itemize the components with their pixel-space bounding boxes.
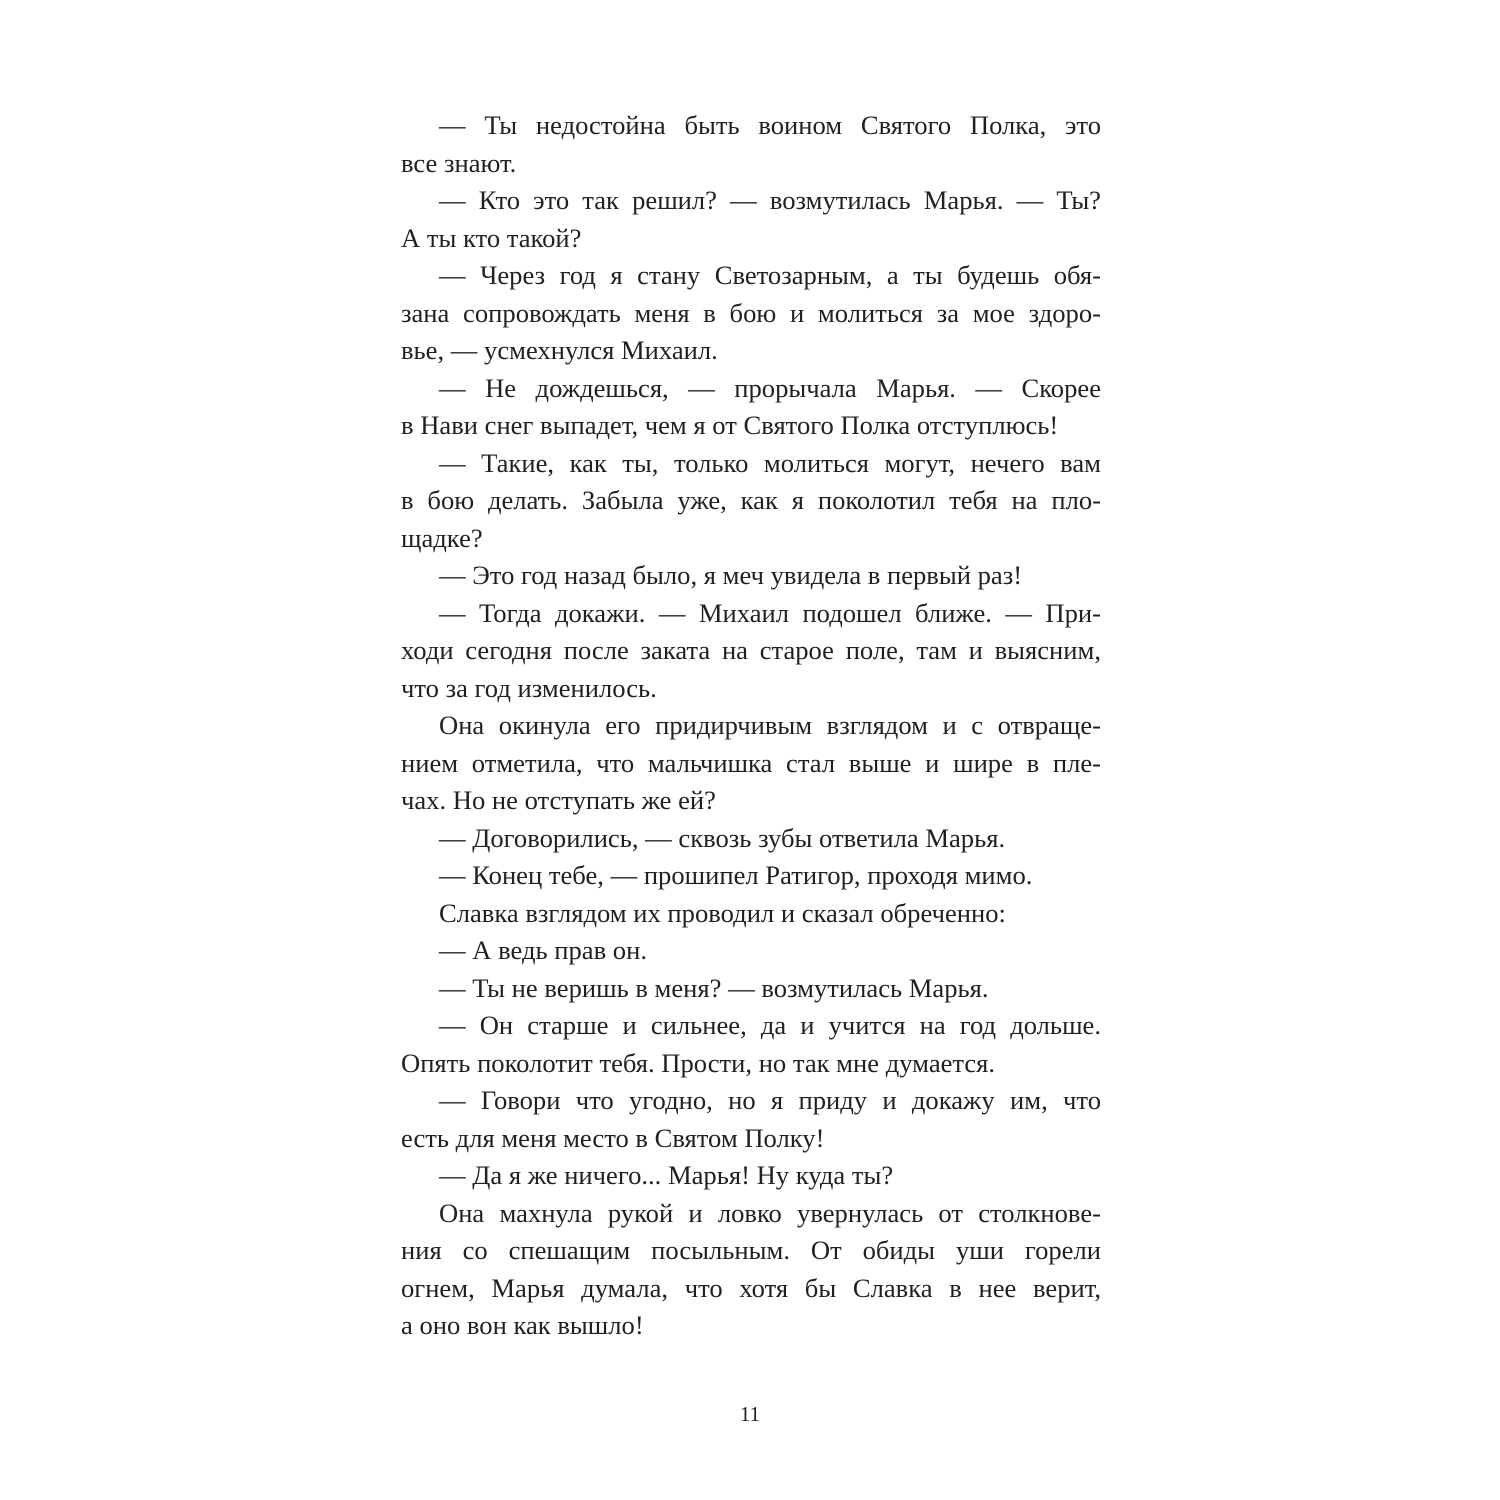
text-line: вье, — усмехнулся Михаил. bbox=[401, 335, 718, 365]
text-line: А ты кто такой? bbox=[401, 222, 582, 253]
text-line: в бою делать. Забыла уже, как я поколотил тебя на пло- bbox=[401, 485, 1101, 515]
text-line: Она махнула рукой и ловко увернулась от столкнове- bbox=[439, 1197, 1101, 1228]
text-line: что за год изменилось. bbox=[401, 672, 657, 703]
text-line: в Нави снег выпадет, чем я от Святого Полка отступлюсь! bbox=[401, 410, 1059, 440]
text-line: огнем, Марья думала, что хотя бы Славка в нее верит, bbox=[401, 1272, 1101, 1303]
text-line: зана сопровождать меня в бою и молиться за мое здоро- bbox=[401, 297, 1101, 328]
text-line: — Договорились, — сквозь зубы ответила Марья. bbox=[439, 822, 1006, 853]
text-line: — Не дождешься, — прорычала Марья. — Скорее bbox=[439, 372, 1101, 403]
text-line: ния со спешащим посыльным. От обиды уши горели bbox=[401, 1235, 1101, 1265]
text-line: есть для меня место в Святом Полку! bbox=[401, 1122, 825, 1153]
text-line: — Говори что угодно, но я приду и докажу им, что bbox=[439, 1085, 1101, 1115]
text-line: Она окинула его придирчивым взглядом и с отвраще- bbox=[439, 710, 1101, 740]
text-line: ходи сегодня после заката на старое поле, там и выясним, bbox=[401, 635, 1101, 665]
text-line: — Он старше и сильнее, да и учится на год дольше. bbox=[439, 1010, 1101, 1040]
text-line: — Кто это так решил? — возмутилась Марья. — Ты? bbox=[439, 185, 1101, 215]
page-number: 11 bbox=[739, 1402, 761, 1426]
text-line: Славка взглядом их проводил и сказал обреченно: bbox=[439, 897, 1006, 928]
text-line: — Ты не веришь в меня? — возмутилась Марья. bbox=[439, 972, 989, 1003]
text-line: — Такие, как ты, только молиться могут, нечего вам bbox=[439, 447, 1101, 478]
text-line: а оно вон как вышло! bbox=[401, 1310, 644, 1340]
text-line: щадке? bbox=[401, 522, 483, 553]
text-line: — Да я же ничего... Марья! Ну куда ты? bbox=[439, 1160, 894, 1190]
text-line: — Тогда докажи. — Михаил подошел ближе. — При- bbox=[439, 597, 1101, 628]
text-line: — А ведь прав он. bbox=[439, 935, 647, 965]
text-line: — Это год назад было, я меч увидела в первый раз! bbox=[439, 560, 1023, 590]
text-line: все знают. bbox=[401, 147, 517, 178]
text-block bbox=[401, 107, 1101, 1345]
text-line: — Ты недостойна быть воином Святого Полка, это bbox=[439, 110, 1101, 140]
text-line: — Конец тебе, — прошипел Ратигор, проходя мимо. bbox=[439, 860, 1033, 890]
text-line: — Через год я стану Светозарным, а ты будешь обя- bbox=[439, 260, 1101, 290]
text-line: чах. Но не отступать же ей? bbox=[401, 785, 716, 815]
text-line: нием отметила, что мальчишка стал выше и шире в пле- bbox=[401, 747, 1101, 778]
text-line: Опять поколотит тебя. Прости, но так мне думается. bbox=[401, 1047, 996, 1078]
